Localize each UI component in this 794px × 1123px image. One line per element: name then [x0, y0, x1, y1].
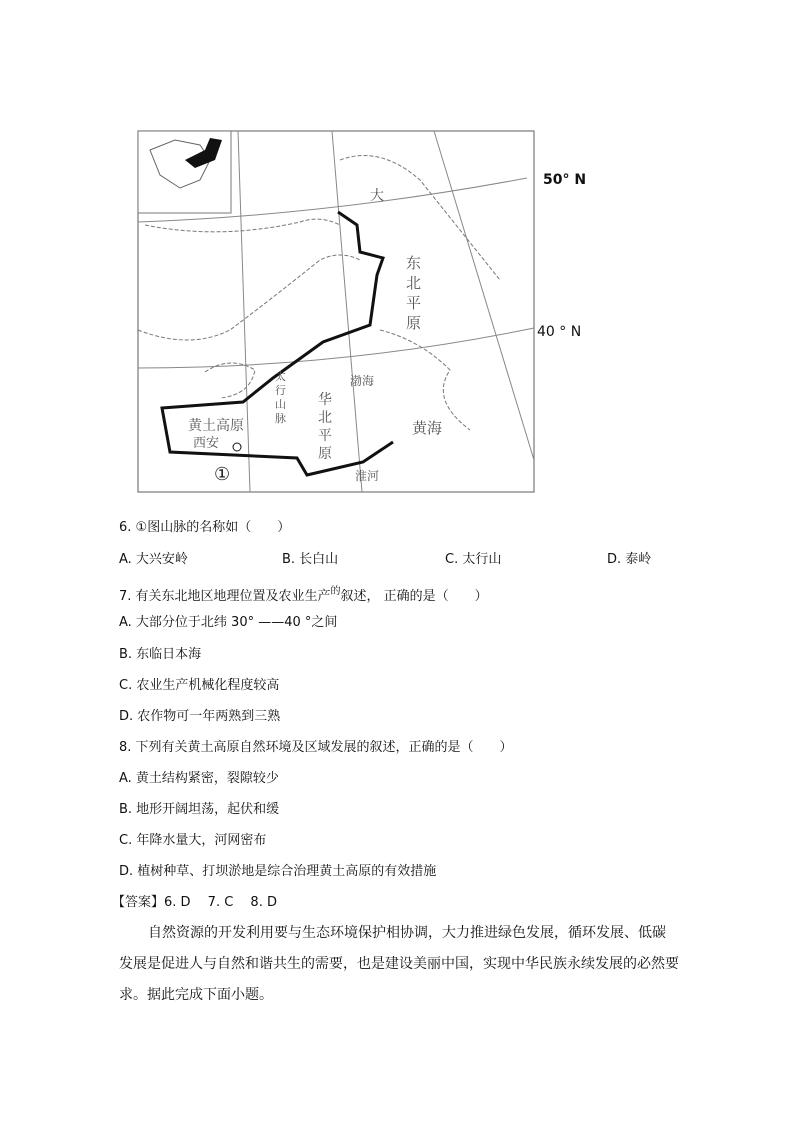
question-6-stem: 6. ①图山脉的名称如（ ） [119, 520, 291, 535]
daxinganling-label: 大 [370, 188, 384, 204]
svg-text:原: 原 [406, 314, 422, 332]
q8-option-b[interactable]: B. 地形开阔坦荡，起伏和缓 [119, 802, 280, 817]
q7-option-d[interactable]: D. 农作物可一年两熟到三熟 [119, 709, 281, 724]
answer-line: 【答案】6. D 7. C 8. D [112, 895, 277, 910]
svg-text:北: 北 [406, 274, 422, 292]
svg-text:行: 行 [275, 384, 286, 397]
svg-text:脉: 脉 [275, 412, 286, 425]
question-8-stem: 8. 下列有关黄土高原自然环境及区域发展的叙述，正确的是（ ） [119, 740, 513, 755]
mountain-marker-label: ① [214, 464, 231, 485]
svg-text:东: 东 [406, 254, 422, 272]
q7-option-a[interactable]: A. 大部分位于北纬 30° ——40 °之间 [119, 615, 338, 630]
yellow-sea-label: 黄海 [412, 419, 443, 437]
q7-stem-sup: 的 [330, 586, 341, 597]
q7-option-c[interactable]: C. 农业生产机械化程度较高 [119, 678, 280, 693]
lat-50-label: 50° N [543, 172, 587, 188]
svg-text:太: 太 [275, 370, 286, 383]
svg-text:北: 北 [318, 410, 332, 426]
q8-option-d[interactable]: D. 植树种草、打坝淤地是综合治理黄土高原的有效措施 [119, 864, 437, 879]
q6-option-b[interactable]: B. 长白山 [282, 552, 339, 567]
bohai-label: 渤海 [350, 374, 375, 388]
huaihe-label: 淮河 [355, 469, 380, 483]
q7-option-b[interactable]: B. 东临日本海 [119, 647, 202, 662]
map-figure [0, 0, 794, 500]
q7-stem-text-end: 叙述， 正确的是（ ） [340, 589, 488, 604]
svg-text:平: 平 [318, 428, 332, 444]
loess-plateau-label: 黄土高原 [188, 418, 244, 434]
svg-text:华: 华 [318, 392, 332, 408]
xian-marker-icon [233, 443, 241, 451]
q6-option-c[interactable]: C. 太行山 [445, 552, 502, 567]
q8-option-c[interactable]: C. 年降水量大，河网密布 [119, 833, 267, 848]
lat-40-label: 40 ° N [537, 324, 582, 340]
q6-option-a[interactable]: A. 大兴安岭 [119, 552, 188, 567]
q6-option-d[interactable]: D. 泰岭 [607, 552, 652, 567]
question-7-stem [119, 584, 488, 605]
xian-label: 西安 [193, 436, 220, 451]
svg-text:原: 原 [318, 446, 332, 462]
svg-text:山: 山 [275, 398, 286, 411]
q7-stem-text: 7. 有关东北地区地理位置及农业生产 [119, 589, 331, 604]
svg-text:平: 平 [406, 294, 422, 312]
q8-option-a[interactable]: A. 黄土结构紧密，裂隙较少 [119, 771, 279, 786]
intro-paragraph: 自然资源的开发利用要与生态环境保护相协调，大力推进绿色发展，循环发展、低碳发展是促进人与自然和谐共生的需要，也是建设美丽中国，实现中华民族永续发展的必然要求。据此完成下面小题。 [119, 925, 679, 1003]
